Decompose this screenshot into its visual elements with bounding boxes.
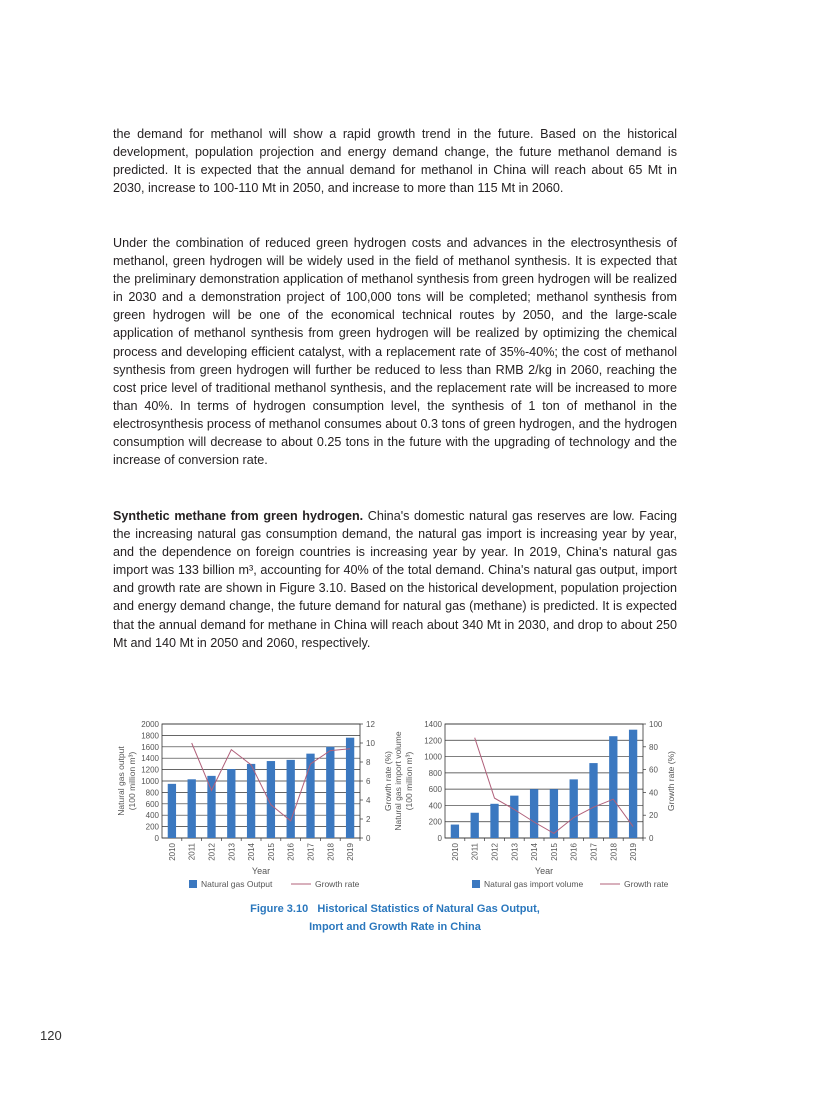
x-tick-label: 2011 xyxy=(470,843,480,861)
y-tick-label: 600 xyxy=(428,785,442,795)
y-axis-unit-label: (100 million m³) xyxy=(127,751,137,811)
y-tick-label: 1000 xyxy=(141,777,159,786)
bar xyxy=(326,747,334,838)
bar xyxy=(471,813,479,838)
y-tick-label: 1800 xyxy=(141,731,159,741)
y-tick-label: 200 xyxy=(145,822,159,832)
y2-tick-label: 80 xyxy=(649,742,658,752)
bar xyxy=(530,789,538,838)
page-number: 120 xyxy=(40,1028,62,1043)
x-tick-label: 2017 xyxy=(589,843,599,861)
y2-tick-label: 0 xyxy=(649,834,654,843)
y-tick-label: 0 xyxy=(154,834,159,843)
y-tick-label: 600 xyxy=(145,799,159,809)
paragraph-synthetic-methane xyxy=(113,507,677,652)
x-tick-label: 2013 xyxy=(510,843,520,861)
bar xyxy=(570,779,578,838)
x-tick-label: 2010 xyxy=(167,843,177,861)
y-axis-unit-label: (100 million m³) xyxy=(404,751,414,811)
y2-tick-label: 8 xyxy=(366,758,371,767)
chart-natural-gas-import xyxy=(393,715,693,890)
y-axis-label: Natural gas output xyxy=(116,746,126,816)
x-tick-label: 2018 xyxy=(326,843,336,861)
y-tick-label: 800 xyxy=(145,788,159,798)
figure-caption xyxy=(200,900,590,936)
y-tick-label: 1000 xyxy=(424,752,442,762)
legend-line-label: Growth rate xyxy=(624,879,669,889)
x-axis-label: Year xyxy=(251,866,271,876)
x-tick-label: 2017 xyxy=(306,843,316,861)
y2-tick-label: 60 xyxy=(649,765,658,775)
bar xyxy=(490,804,498,838)
bar xyxy=(287,760,295,838)
y-tick-label: 1400 xyxy=(141,754,159,764)
y2-tick-label: 20 xyxy=(649,811,658,821)
y-axis-label: Natural gas import volume xyxy=(393,731,403,831)
y2-tick-label: 10 xyxy=(366,739,375,748)
legend-bar-swatch xyxy=(472,880,480,888)
section-lead: Synthetic methane from green hydrogen. xyxy=(113,509,364,523)
legend-bar-swatch xyxy=(189,880,197,888)
paragraph-methanol-demand: the demand for methanol will show a rapid growth trend in the future. Based on the historical development, population projection and energy demand change, the future methanol demand is predicted. It is expected that the annual demand for methanol in China will reach about 65 Mt in 2030, increase to 100-110 Mt in 2050, and increase to more than 115 Mt in 2060. xyxy=(113,127,677,196)
x-tick-label: 2012 xyxy=(207,843,217,861)
y2-tick-label: 40 xyxy=(649,788,658,798)
caption-line-2: Import and Growth Rate in China xyxy=(309,921,481,933)
x-tick-label: 2019 xyxy=(629,843,639,861)
x-tick-label: 2015 xyxy=(549,843,559,861)
y-tick-label: 1600 xyxy=(141,742,159,752)
x-tick-label: 2014 xyxy=(247,843,257,861)
x-tick-label: 2014 xyxy=(530,843,540,861)
x-tick-label: 2011 xyxy=(187,843,197,861)
y2-axis-label: Growth rate (%) xyxy=(666,751,676,811)
bar xyxy=(227,769,235,838)
x-tick-label: 2016 xyxy=(569,843,579,861)
bar xyxy=(510,796,518,838)
x-axis-label: Year xyxy=(534,866,554,876)
bar xyxy=(306,754,314,838)
y-tick-label: 1200 xyxy=(424,736,442,746)
x-tick-label: 2012 xyxy=(490,843,500,861)
legend-bar-label: Natural gas Output xyxy=(201,879,273,889)
bar xyxy=(451,825,459,838)
y2-tick-label: 6 xyxy=(366,777,371,786)
y-tick-label: 1400 xyxy=(424,720,442,729)
y2-tick-label: 100 xyxy=(649,720,663,729)
bar xyxy=(609,736,617,838)
y2-tick-label: 12 xyxy=(366,720,375,729)
x-tick-label: 2015 xyxy=(266,843,276,861)
y2-tick-label: 2 xyxy=(366,815,371,824)
paragraph-methanol-synthesis: Under the combination of reduced green hydrogen costs and advances in the electrosynthesis of methanol, green hydrogen will be widely used in the field of methanol synthesis. It is expected that the preliminary demonstration application of methanol synthesis from green hydrogen will be realized in 2030 and a demonstration project of 100,000 tons will be completed; methanol synthesis from green hydrogen will be one of the economical technical routes by 2050, and the large-scale application of methanol synthesis from green hydrogen will be realized by optimizing the chemical process and developing efficient catalyst, with a replacement rate of 35%-40%; the cost of methanol synthesis from green hydrogen will further be reduced to less than RMB 2/kg in 2060, reaching the cost price level of traditional methanol synthesis, and the replacement rate will be increased to more than 40%. In terms of hydrogen consumption level, the synthesis of 1 ton of methanol in the electrosynthesis process of methanol consumes about 0.3 tons of green hydrogen, and the hydrogen consumption will decrease to about 0.25 tons in the future with the upgrading of technology and the increase of conversion rate. xyxy=(113,236,677,468)
y-tick-label: 200 xyxy=(428,817,442,827)
caption-line-1: Figure 3.10 Historical Statistics of Natural Gas Output, xyxy=(250,903,540,915)
legend-line-label: Growth rate xyxy=(315,879,360,889)
x-tick-label: 2018 xyxy=(609,843,619,861)
y-tick-label: 400 xyxy=(428,801,442,811)
y2-tick-label: 0 xyxy=(366,834,371,843)
bar xyxy=(168,784,176,838)
y-tick-label: 0 xyxy=(437,834,442,843)
bar xyxy=(188,779,196,838)
y2-tick-label: 4 xyxy=(366,796,371,805)
x-tick-label: 2019 xyxy=(346,843,356,861)
bar xyxy=(247,764,255,838)
legend-bar-label: Natural gas import volume xyxy=(484,879,584,889)
section-body: China's domestic natural gas reserves are low. Facing the increasing natural gas consumption demand, the natural gas import is increasing year by year, and the dependence on foreign countries is increasing year by year. In 2019, China's natural gas import was 133 billion m³, accounting for 40% of the total demand. China's natural gas output, import and growth rate are shown in Figure 3.10. Based on the historical development, population projection and energy demand change, the future demand for natural gas (methane) is predicted. It is expected that the annual demand for methane in China will reach about 340 Mt in 2030, and drop to about 250 Mt and 140 Mt in 2050 and 2060, respectively. xyxy=(113,509,678,650)
bar xyxy=(346,738,354,838)
y-tick-label: 400 xyxy=(145,811,159,821)
bar xyxy=(589,763,597,838)
x-tick-label: 2010 xyxy=(450,843,460,861)
chart-natural-gas-output xyxy=(110,715,410,890)
y-tick-label: 800 xyxy=(428,768,442,778)
x-tick-label: 2013 xyxy=(227,843,237,861)
y-tick-label: 1200 xyxy=(141,765,159,775)
x-tick-label: 2016 xyxy=(286,843,296,861)
y-tick-label: 2000 xyxy=(141,720,159,729)
y2-axis-label: Growth rate (%) xyxy=(383,751,393,811)
